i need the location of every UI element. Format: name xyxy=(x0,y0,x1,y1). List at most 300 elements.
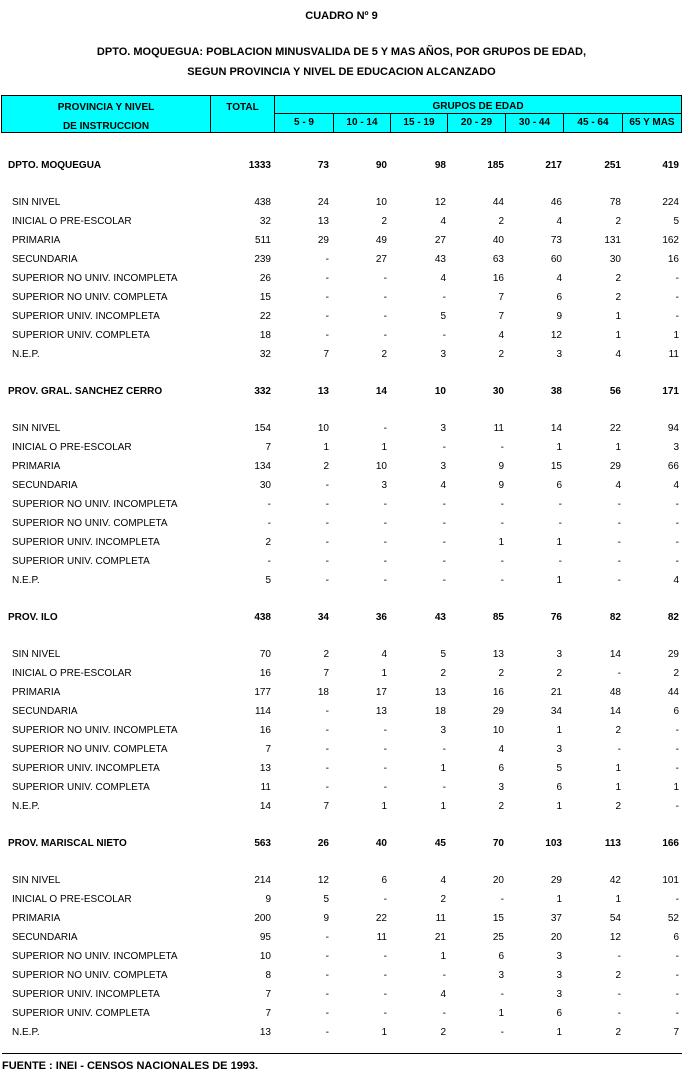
header-province-level-line-1: PROVINCIA Y NIVEL xyxy=(57,102,155,113)
cell-age-45-64: 4 xyxy=(615,349,621,360)
province-name: PROV. GRAL. SANCHEZ CERRO xyxy=(8,386,163,397)
cell-age-20-29: 16 xyxy=(492,273,504,284)
cell-age-65-mas: 3 xyxy=(673,442,679,453)
education-level-label: SUPERIOR NO UNIV. INCOMPLETA xyxy=(12,273,178,284)
source-footnote: FUENTE : INEI - CENSOS NACIONALES DE 1993. xyxy=(2,1060,259,1072)
cell-age-15-19: 18 xyxy=(434,706,446,717)
cell-age-5-9: - xyxy=(325,311,329,322)
education-level-label: SIN NIVEL xyxy=(12,197,61,208)
cell-age-20-29: 3 xyxy=(498,970,504,981)
cell-age-20-29: 15 xyxy=(492,913,504,924)
cell-age-65-mas: - xyxy=(675,894,679,905)
cell-age-5-9: - xyxy=(325,480,329,491)
table-row xyxy=(0,289,683,306)
cell-total: 438 xyxy=(254,197,271,208)
cell-age-65-mas: - xyxy=(675,801,679,812)
cell-age-30-44: - xyxy=(558,556,562,567)
education-level-label: SUPERIOR UNIV. COMPLETA xyxy=(12,556,150,567)
cell-age-20-29: 63 xyxy=(492,254,504,265)
education-level-label: SIN NIVEL xyxy=(12,649,61,660)
education-level-label: SUPERIOR UNIV. INCOMPLETA xyxy=(12,537,160,548)
cell-age-10-14: 14 xyxy=(375,386,387,397)
cell-age-20-29: 25 xyxy=(492,932,504,943)
table-row xyxy=(0,646,683,663)
table-row xyxy=(0,572,683,589)
table-title-line-1: DPTO. MOQUEGUA: POBLACION MINUSVALIDA DE 5 Y MAS AÑOS, POR GRUPOS DE EDAD, xyxy=(96,46,587,58)
province-row xyxy=(0,609,683,626)
education-level-label: SUPERIOR NO UNIV. COMPLETA xyxy=(12,292,168,303)
education-level-label: PRIMARIA xyxy=(12,913,61,924)
education-level-label: SUPERIOR NO UNIV. INCOMPLETA xyxy=(12,725,178,736)
cell-age-65-mas: - xyxy=(675,951,679,962)
cell-age-5-9: - xyxy=(325,932,329,943)
table-row xyxy=(0,534,683,551)
cell-age-20-29: - xyxy=(500,499,504,510)
education-level-label: SIN NIVEL xyxy=(12,875,61,886)
cell-age-10-14: - xyxy=(383,273,387,284)
cell-total: 134 xyxy=(254,461,271,472)
cell-age-45-64: 2 xyxy=(615,970,621,981)
cell-age-45-64: 2 xyxy=(615,273,621,284)
cell-age-65-mas: - xyxy=(675,744,679,755)
cuadro-number: CUADRO Nº 9 xyxy=(305,10,378,22)
cell-age-5-9: - xyxy=(325,782,329,793)
cell-age-65-mas: 1 xyxy=(673,330,679,341)
education-level-label: SECUNDARIA xyxy=(12,480,78,491)
cell-age-5-9: - xyxy=(325,706,329,717)
cell-age-10-14: 49 xyxy=(375,235,387,246)
table-row xyxy=(0,703,683,720)
table-row xyxy=(0,458,683,475)
education-level-label: PRIMARIA xyxy=(12,687,61,698)
cell-age-15-19: 4 xyxy=(440,273,446,284)
cell-age-45-64: 113 xyxy=(604,838,621,849)
cell-age-10-14: - xyxy=(383,725,387,736)
cell-age-65-mas: - xyxy=(675,556,679,567)
cell-age-65-mas: 29 xyxy=(667,649,679,660)
education-level-label: SUPERIOR NO UNIV. INCOMPLETA xyxy=(12,499,178,510)
header-age-15-19: 15 - 19 xyxy=(390,113,448,133)
cell-age-65-mas: 94 xyxy=(667,423,679,434)
cell-age-10-14: - xyxy=(383,292,387,303)
table-row xyxy=(0,251,683,268)
table-row xyxy=(0,477,683,494)
cell-age-20-29: 44 xyxy=(492,197,504,208)
cell-age-65-mas: 1 xyxy=(673,782,679,793)
cell-age-5-9: - xyxy=(325,763,329,774)
cell-age-45-64: 42 xyxy=(609,875,621,886)
cell-age-65-mas: - xyxy=(675,970,679,981)
cell-total: 7 xyxy=(265,1008,271,1019)
cell-total: 26 xyxy=(259,273,271,284)
cell-age-30-44: 29 xyxy=(550,875,562,886)
cell-total: 563 xyxy=(254,838,271,849)
table-row xyxy=(0,515,683,532)
cell-total: 7 xyxy=(265,744,271,755)
cell-age-65-mas: - xyxy=(675,311,679,322)
cell-age-20-29: 30 xyxy=(492,386,504,397)
cell-age-5-9: 10 xyxy=(317,423,329,434)
cell-age-65-mas: 419 xyxy=(662,160,679,171)
cell-age-45-64: 2 xyxy=(615,216,621,227)
cell-age-5-9: 7 xyxy=(323,668,329,679)
cell-age-5-9: 18 xyxy=(317,687,329,698)
cell-age-20-29: 16 xyxy=(492,687,504,698)
header-total-label: TOTAL xyxy=(226,102,259,113)
cell-age-15-19: 4 xyxy=(440,989,446,1000)
cell-age-5-9: - xyxy=(325,725,329,736)
cell-age-30-44: 3 xyxy=(556,989,562,1000)
cell-age-45-64: 1 xyxy=(615,782,621,793)
cell-age-20-29: 2 xyxy=(498,668,504,679)
cell-age-30-44: 6 xyxy=(556,782,562,793)
cell-age-20-29: - xyxy=(500,894,504,905)
cell-age-10-14: - xyxy=(383,575,387,586)
cell-age-15-19: 10 xyxy=(434,386,446,397)
cell-age-65-mas: 16 xyxy=(667,254,679,265)
table-row xyxy=(0,420,683,437)
cell-total: - xyxy=(267,556,271,567)
cell-age-30-44: 6 xyxy=(556,1008,562,1019)
header-age-30-44: 30 - 44 xyxy=(505,113,564,133)
table-row xyxy=(0,327,683,344)
cell-age-30-44: 4 xyxy=(556,273,562,284)
cell-age-5-9: - xyxy=(325,556,329,567)
cell-age-10-14: 36 xyxy=(375,612,387,623)
cell-age-10-14: 2 xyxy=(381,216,387,227)
education-level-label: INICIAL O PRE-ESCOLAR xyxy=(12,216,132,227)
table-header xyxy=(0,95,683,133)
cell-age-15-19: - xyxy=(442,537,446,548)
cell-age-20-29: - xyxy=(500,575,504,586)
cell-age-10-14: - xyxy=(383,518,387,529)
cell-age-5-9: - xyxy=(325,989,329,1000)
cell-age-65-mas: 52 xyxy=(667,913,679,924)
header-age-10-14: 10 - 14 xyxy=(333,113,391,133)
cell-age-5-9: 13 xyxy=(317,216,329,227)
cell-age-45-64: 29 xyxy=(609,461,621,472)
table-row xyxy=(0,741,683,758)
cell-age-30-44: 1 xyxy=(556,1027,562,1038)
table-row xyxy=(0,232,683,249)
cell-age-15-19: - xyxy=(442,518,446,529)
cell-total: 14 xyxy=(259,801,271,812)
cell-age-5-9: 13 xyxy=(317,386,329,397)
cell-age-15-19: 12 xyxy=(434,197,446,208)
cell-age-20-29: 20 xyxy=(492,875,504,886)
cell-age-15-19: 5 xyxy=(440,311,446,322)
education-level-label: N.E.P. xyxy=(12,575,40,586)
cell-age-10-14: 22 xyxy=(375,913,387,924)
cell-age-20-29: - xyxy=(500,518,504,529)
cell-age-10-14: - xyxy=(383,744,387,755)
cell-age-15-19: 5 xyxy=(440,649,446,660)
cell-age-30-44: 3 xyxy=(556,349,562,360)
education-level-label: INICIAL O PRE-ESCOLAR xyxy=(12,442,132,453)
cell-age-45-64: - xyxy=(617,556,621,567)
cell-age-30-44: 73 xyxy=(550,235,562,246)
cell-age-5-9: - xyxy=(325,951,329,962)
cell-age-5-9: 24 xyxy=(317,197,329,208)
table-row xyxy=(0,213,683,230)
cell-age-65-mas: - xyxy=(675,537,679,548)
cell-age-65-mas: - xyxy=(675,292,679,303)
table-row xyxy=(0,684,683,701)
cell-total: 438 xyxy=(254,612,271,623)
cell-age-15-19: 2 xyxy=(440,668,446,679)
cell-age-30-44: - xyxy=(558,518,562,529)
cell-age-10-14: - xyxy=(383,782,387,793)
cell-age-45-64: 56 xyxy=(609,386,621,397)
cell-age-45-64: 1 xyxy=(615,763,621,774)
cell-total: 11 xyxy=(260,782,271,793)
table-row xyxy=(0,270,683,287)
cell-age-15-19: - xyxy=(442,292,446,303)
cell-age-30-44: 9 xyxy=(556,311,562,322)
table-row xyxy=(0,891,683,908)
header-age-5-9: 5 - 9 xyxy=(274,113,334,133)
cell-age-5-9: - xyxy=(325,1008,329,1019)
cell-age-10-14: - xyxy=(383,537,387,548)
cell-age-10-14: - xyxy=(383,951,387,962)
header-total xyxy=(210,95,275,133)
province-name: PROV. MARISCAL NIETO xyxy=(8,838,127,849)
cell-age-20-29: 11 xyxy=(493,423,504,434)
cell-total: 10 xyxy=(259,951,271,962)
table-row xyxy=(0,910,683,927)
cell-age-30-44: 217 xyxy=(545,160,562,171)
cell-age-10-14: - xyxy=(383,330,387,341)
table-row xyxy=(0,439,683,456)
cell-age-5-9: - xyxy=(325,330,329,341)
cell-age-30-44: 1 xyxy=(556,801,562,812)
education-level-label: N.E.P. xyxy=(12,349,40,360)
cell-total: 2 xyxy=(265,537,271,548)
table-row xyxy=(0,346,683,363)
cell-age-65-mas: 5 xyxy=(673,216,679,227)
cell-total: 16 xyxy=(259,668,271,679)
cell-age-15-19: 13 xyxy=(434,687,446,698)
cell-age-10-14: - xyxy=(383,1008,387,1019)
cell-age-30-44: 2 xyxy=(556,668,562,679)
cell-age-5-9: 2 xyxy=(323,649,329,660)
cell-age-5-9: 12 xyxy=(317,875,329,886)
cell-total: 8 xyxy=(265,970,271,981)
footer-divider xyxy=(2,1053,682,1054)
cell-age-45-64: 1 xyxy=(615,311,621,322)
cell-age-20-29: 10 xyxy=(492,725,504,736)
cell-total: 177 xyxy=(254,687,271,698)
cell-age-65-mas: - xyxy=(675,989,679,1000)
cell-age-15-19: 3 xyxy=(440,461,446,472)
cell-age-65-mas: 2 xyxy=(673,668,679,679)
cell-age-45-64: 251 xyxy=(604,160,621,171)
cell-age-20-29: 9 xyxy=(498,461,504,472)
cell-age-65-mas: - xyxy=(675,725,679,736)
cell-age-45-64: 54 xyxy=(609,913,621,924)
cell-age-45-64: - xyxy=(617,499,621,510)
cell-age-10-14: 2 xyxy=(381,349,387,360)
cell-age-65-mas: - xyxy=(675,273,679,284)
cell-age-65-mas: 82 xyxy=(667,612,679,623)
cell-age-10-14: 4 xyxy=(381,649,387,660)
cell-age-30-44: 37 xyxy=(550,913,562,924)
cell-age-45-64: 1 xyxy=(615,442,621,453)
cell-age-15-19: - xyxy=(442,575,446,586)
cell-age-5-9: - xyxy=(325,518,329,529)
cell-age-20-29: 7 xyxy=(498,311,504,322)
header-age-45-64: 45 - 64 xyxy=(563,113,623,133)
cell-age-30-44: - xyxy=(558,499,562,510)
cell-age-5-9: 73 xyxy=(317,160,329,171)
cell-age-15-19: 43 xyxy=(434,612,446,623)
cell-age-15-19: - xyxy=(442,970,446,981)
header-province-level xyxy=(1,95,211,133)
education-level-label: SUPERIOR UNIV. COMPLETA xyxy=(12,330,150,341)
cell-age-20-29: 29 xyxy=(492,706,504,717)
cell-age-65-mas: 66 xyxy=(667,461,679,472)
cell-age-20-29: - xyxy=(500,556,504,567)
cell-age-65-mas: 6 xyxy=(673,706,679,717)
cell-age-30-44: 34 xyxy=(550,706,562,717)
table-row xyxy=(0,1024,683,1041)
cell-age-10-14: - xyxy=(383,763,387,774)
cell-age-20-29: 4 xyxy=(498,330,504,341)
cell-age-65-mas: 101 xyxy=(662,875,679,886)
cell-age-5-9: - xyxy=(325,499,329,510)
table-row xyxy=(0,967,683,984)
cell-age-30-44: 1 xyxy=(556,575,562,586)
cell-age-10-14: - xyxy=(383,556,387,567)
cell-age-10-14: 1 xyxy=(381,668,387,679)
education-level-label: SUPERIOR UNIV. COMPLETA xyxy=(12,782,150,793)
cell-age-10-14: - xyxy=(383,989,387,1000)
cell-age-15-19: 21 xyxy=(434,932,446,943)
table-row xyxy=(0,948,683,965)
table-row xyxy=(0,929,683,946)
cell-age-45-64: - xyxy=(617,744,621,755)
cell-total: 70 xyxy=(259,649,271,660)
cell-age-45-64: 4 xyxy=(615,480,621,491)
cell-age-20-29: 6 xyxy=(498,763,504,774)
cell-total: - xyxy=(267,518,271,529)
cell-age-20-29: 2 xyxy=(498,216,504,227)
cell-age-45-64: 30 xyxy=(609,254,621,265)
cell-total: 5 xyxy=(265,575,271,586)
cell-age-5-9: - xyxy=(325,292,329,303)
cell-age-5-9: - xyxy=(325,537,329,548)
cell-age-20-29: 40 xyxy=(492,235,504,246)
cell-age-15-19: 1 xyxy=(440,801,446,812)
cell-age-10-14: - xyxy=(383,970,387,981)
table-row xyxy=(0,665,683,682)
cell-age-15-19: 3 xyxy=(440,725,446,736)
province-name: DPTO. MOQUEGUA xyxy=(8,160,102,171)
cell-age-20-29: 3 xyxy=(498,782,504,793)
cell-age-5-9: - xyxy=(325,1027,329,1038)
cell-age-65-mas: - xyxy=(675,499,679,510)
cell-age-30-44: 1 xyxy=(556,894,562,905)
education-level-label: N.E.P. xyxy=(12,801,40,812)
province-name: PROV. ILO xyxy=(8,612,58,623)
cell-age-65-mas: - xyxy=(675,518,679,529)
education-level-label: INICIAL O PRE-ESCOLAR xyxy=(12,668,132,679)
cell-age-45-64: 22 xyxy=(609,423,621,434)
cell-age-10-14: 6 xyxy=(381,875,387,886)
table-title-line-2: SEGUN PROVINCIA Y NIVEL DE EDUCACION ALCANZADO xyxy=(187,66,496,78)
cell-age-20-29: 9 xyxy=(498,480,504,491)
cell-total: 30 xyxy=(259,480,271,491)
cell-total: 1333 xyxy=(248,160,271,171)
cell-age-5-9: - xyxy=(325,273,329,284)
cell-age-20-29: 70 xyxy=(492,838,504,849)
cell-age-30-44: 3 xyxy=(556,951,562,962)
cell-age-30-44: 6 xyxy=(556,292,562,303)
cell-age-45-64: - xyxy=(617,668,621,679)
cell-age-45-64: 1 xyxy=(615,330,621,341)
province-row xyxy=(0,157,683,174)
cell-age-10-14: 3 xyxy=(381,480,387,491)
header-age-20-29: 20 - 29 xyxy=(447,113,506,133)
cell-age-10-14: 10 xyxy=(375,197,387,208)
cell-age-65-mas: 11 xyxy=(668,349,679,360)
cell-age-30-44: 3 xyxy=(556,649,562,660)
cell-age-30-44: 5 xyxy=(556,763,562,774)
header-age-groups xyxy=(274,95,682,114)
cell-age-20-29: - xyxy=(500,1027,504,1038)
cell-total: 511 xyxy=(255,235,271,246)
cell-total: 15 xyxy=(259,292,271,303)
cell-age-15-19: 3 xyxy=(440,423,446,434)
cell-age-10-14: 90 xyxy=(375,160,387,171)
cell-age-45-64: - xyxy=(617,575,621,586)
education-level-label: SUPERIOR UNIV. INCOMPLETA xyxy=(12,311,160,322)
cell-age-20-29: 4 xyxy=(498,744,504,755)
cell-age-10-14: 17 xyxy=(375,687,387,698)
cell-age-20-29: 85 xyxy=(492,612,504,623)
cell-age-15-19: 2 xyxy=(440,1027,446,1038)
cell-age-20-29: - xyxy=(500,989,504,1000)
education-level-label: SECUNDARIA xyxy=(12,254,78,265)
cell-age-20-29: 1 xyxy=(498,1008,504,1019)
cell-age-65-mas: 166 xyxy=(662,838,679,849)
cell-total: 9 xyxy=(265,894,271,905)
cell-age-30-44: 20 xyxy=(550,932,562,943)
cell-total: - xyxy=(267,499,271,510)
cell-total: 13 xyxy=(259,763,271,774)
cell-total: 13 xyxy=(259,1027,271,1038)
province-row xyxy=(0,835,683,852)
cell-age-15-19: 4 xyxy=(440,875,446,886)
cell-age-30-44: 1 xyxy=(556,725,562,736)
cell-age-65-mas: 171 xyxy=(662,386,679,397)
cell-age-30-44: 103 xyxy=(545,838,562,849)
cell-age-5-9: 7 xyxy=(323,349,329,360)
cell-age-15-19: 11 xyxy=(435,913,446,924)
cell-age-65-mas: - xyxy=(675,1008,679,1019)
cell-total: 18 xyxy=(259,330,271,341)
cell-age-30-44: 46 xyxy=(550,197,562,208)
cell-age-5-9: 2 xyxy=(323,461,329,472)
cell-total: 32 xyxy=(259,349,271,360)
cell-total: 95 xyxy=(259,932,271,943)
table-row xyxy=(0,553,683,570)
cell-age-65-mas: 6 xyxy=(673,932,679,943)
cell-age-30-44: 21 xyxy=(550,687,562,698)
cell-age-20-29: 1 xyxy=(498,537,504,548)
cell-age-10-14: 27 xyxy=(375,254,387,265)
cell-total: 114 xyxy=(255,706,271,717)
